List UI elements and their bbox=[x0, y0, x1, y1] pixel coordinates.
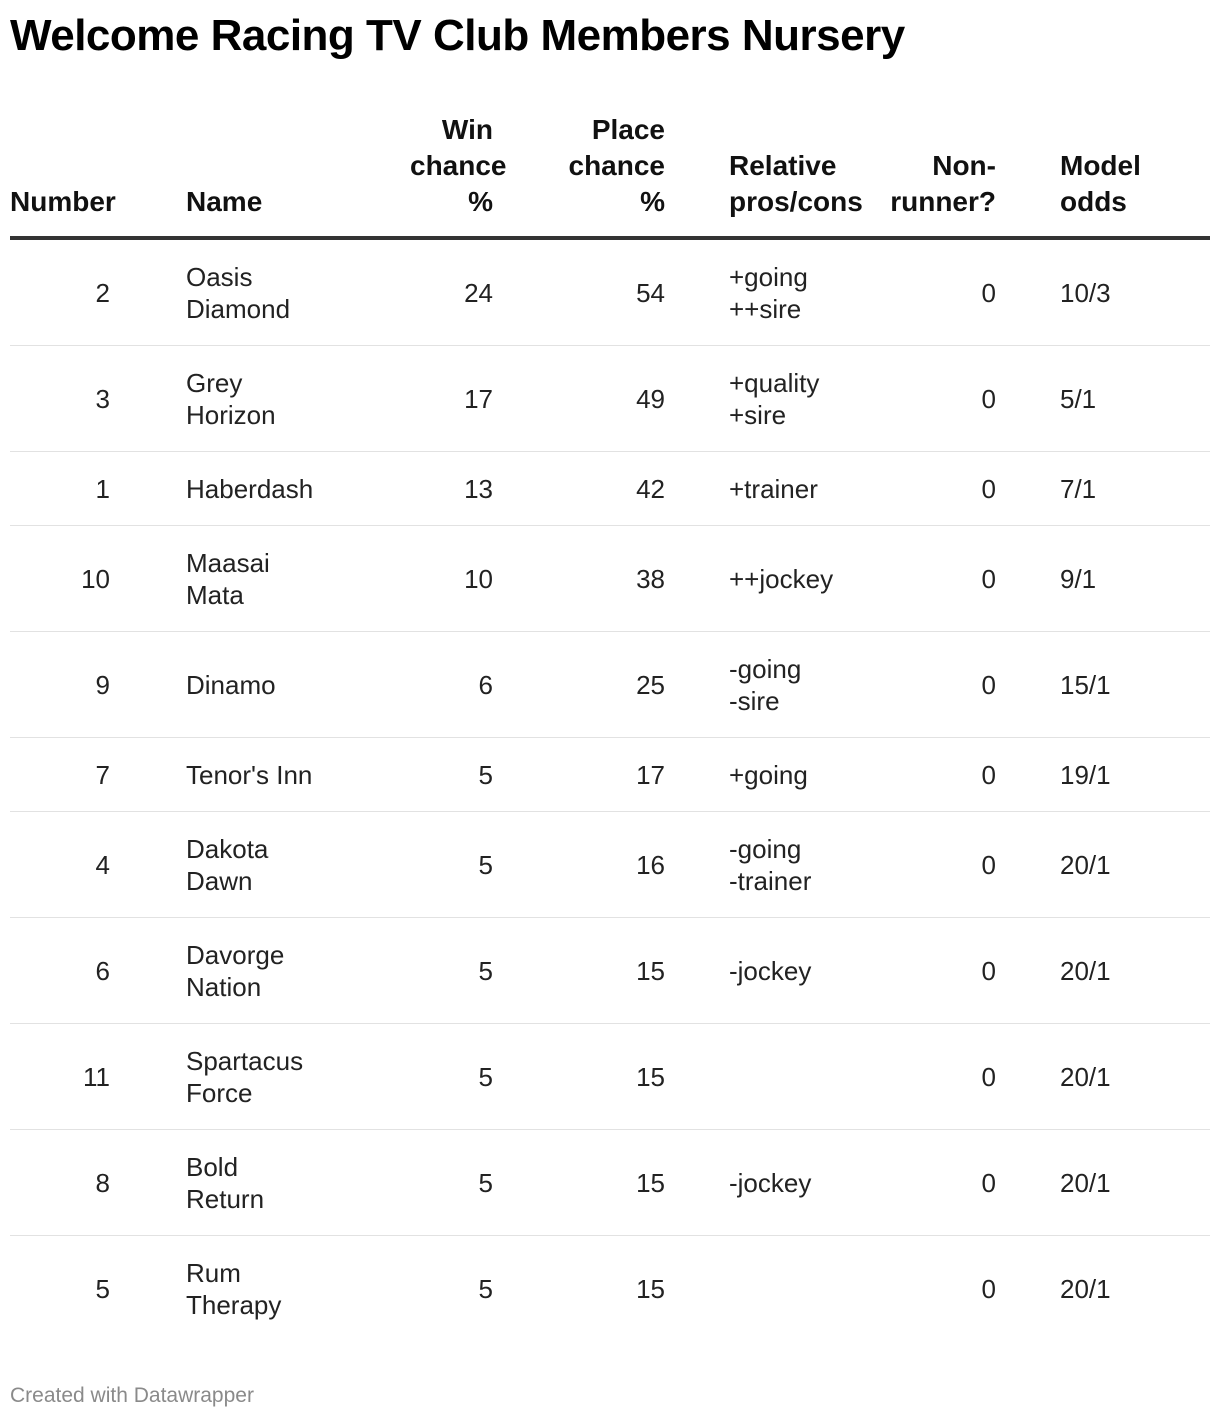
cell-place-chance: 42 bbox=[493, 452, 665, 526]
cell-place-chance: 15 bbox=[636, 1273, 665, 1304]
cell-non-runner: 0 bbox=[877, 1130, 996, 1236]
pros-cons-entry: -sire bbox=[729, 685, 780, 716]
cell-model-odds: 5/1 bbox=[996, 346, 1210, 452]
cell-win-chance: 24 bbox=[350, 238, 493, 346]
cell-name: Oasis Diamond bbox=[120, 238, 350, 346]
cell-number: 10 bbox=[10, 526, 120, 632]
cell-win-chance: 6 bbox=[350, 632, 493, 738]
table-body bbox=[10, 238, 1210, 1341]
table-row bbox=[10, 918, 1210, 1024]
pros-cons-entry: +quality bbox=[729, 367, 820, 398]
cell-number: 6 bbox=[10, 918, 120, 1024]
cell-win-chance: 10 bbox=[350, 526, 493, 632]
cell-number: 4 bbox=[10, 812, 120, 918]
cell-non-runner: 0 bbox=[877, 918, 996, 1024]
cell-model-odds: 9/1 bbox=[996, 526, 1210, 632]
cell-pros-cons bbox=[665, 738, 877, 812]
cell-model-odds: 20/1 bbox=[996, 812, 1210, 918]
pros-cons-entry: -going bbox=[729, 653, 802, 684]
table-row bbox=[10, 812, 1210, 918]
cell-pros-cons bbox=[665, 918, 877, 1024]
cell-non-runner: 0 bbox=[877, 452, 996, 526]
cell-name: Spartacus Force bbox=[120, 1024, 350, 1130]
column-header-number[interactable]: Number bbox=[10, 112, 120, 238]
cell-win-chance: 5 bbox=[478, 1273, 493, 1304]
table-row bbox=[10, 526, 1210, 632]
cell-place-chance: 15 bbox=[493, 1024, 665, 1130]
cell-number: 1 bbox=[10, 452, 120, 526]
cell-model-odds: 10/3 bbox=[996, 238, 1210, 346]
table-row bbox=[10, 452, 1210, 526]
cell-pros-cons bbox=[665, 452, 877, 526]
table-row bbox=[10, 1130, 1210, 1236]
pros-cons-entry: ++sire bbox=[729, 293, 802, 324]
column-header-name[interactable]: Name bbox=[120, 112, 350, 238]
cell-name: Bold Return bbox=[120, 1130, 350, 1236]
table-row bbox=[10, 738, 1210, 812]
cell-pros-cons bbox=[665, 526, 877, 632]
cell-pros-cons bbox=[665, 1024, 877, 1130]
cell-place-chance: 49 bbox=[493, 346, 665, 452]
cell-non-runner: 0 bbox=[877, 526, 996, 632]
cell-name: Rum Therapy bbox=[186, 1257, 282, 1320]
cell-win-chance: 5 bbox=[350, 1024, 493, 1130]
cell-model-odds: 7/1 bbox=[996, 452, 1210, 526]
cell-number: 2 bbox=[10, 238, 120, 346]
table-row bbox=[10, 1024, 1210, 1130]
cell-pros-cons bbox=[665, 238, 877, 346]
cell-non-runner: 0 bbox=[981, 1273, 996, 1304]
cell-name: Haberdash bbox=[120, 452, 350, 526]
cell-model-odds: 20/1 bbox=[996, 918, 1210, 1024]
cell-name: Dinamo bbox=[120, 632, 350, 738]
column-header-place-chance[interactable]: Place chance % bbox=[493, 112, 665, 238]
cell-non-runner: 0 bbox=[877, 238, 996, 346]
attribution-footer: Created with Datawrapper bbox=[10, 1384, 254, 1407]
pros-cons-entry: +sire bbox=[729, 399, 787, 430]
column-header-non-runner[interactable]: Non-runner? bbox=[877, 112, 996, 238]
cell-place-chance: 54 bbox=[493, 238, 665, 346]
pros-cons-entry: -going bbox=[729, 833, 802, 864]
cell-number: 5 bbox=[95, 1273, 110, 1304]
cell-win-chance: 5 bbox=[350, 738, 493, 812]
cell-non-runner: 0 bbox=[877, 738, 996, 812]
table-row bbox=[10, 238, 1210, 346]
pros-cons-entry: -jockey bbox=[729, 955, 812, 986]
cell-place-chance: 17 bbox=[493, 738, 665, 812]
cell-pros-cons bbox=[665, 346, 877, 452]
cell-pros-cons bbox=[665, 1130, 877, 1236]
cell-name: Tenor's Inn bbox=[120, 738, 350, 812]
column-header-win-chance[interactable]: Win chance % bbox=[350, 112, 493, 238]
table-row bbox=[10, 346, 1210, 452]
cell-non-runner: 0 bbox=[877, 632, 996, 738]
cell-pros-cons bbox=[665, 812, 877, 918]
cell-place-chance: 15 bbox=[493, 918, 665, 1024]
cell-pros-cons bbox=[665, 1236, 877, 1342]
cell-win-chance: 5 bbox=[350, 812, 493, 918]
pros-cons-entry: -trainer bbox=[729, 865, 812, 896]
cell-non-runner: 0 bbox=[877, 1024, 996, 1130]
cell-win-chance: 5 bbox=[350, 1130, 493, 1236]
column-header-model-odds[interactable]: Model odds bbox=[996, 112, 1210, 238]
cell-win-chance: 17 bbox=[350, 346, 493, 452]
cell-model-odds: 20/1 bbox=[996, 1130, 1210, 1236]
pros-cons-entry: +going bbox=[729, 261, 808, 292]
pros-cons-entry: ++jockey bbox=[729, 563, 834, 594]
pros-cons-entry: +going bbox=[729, 759, 808, 790]
table-row bbox=[10, 1236, 1210, 1342]
column-header-pros-cons[interactable]: Relative pros/cons bbox=[665, 112, 877, 238]
cell-number: 8 bbox=[10, 1130, 120, 1236]
cell-number: 9 bbox=[10, 632, 120, 738]
cell-name: Grey Horizon bbox=[120, 346, 350, 452]
cell-model-odds: 19/1 bbox=[996, 738, 1210, 812]
cell-place-chance: 15 bbox=[493, 1130, 665, 1236]
cell-win-chance: 5 bbox=[350, 918, 493, 1024]
cell-win-chance: 13 bbox=[350, 452, 493, 526]
cell-name: Davorge Nation bbox=[120, 918, 350, 1024]
pros-cons-entry: +trainer bbox=[729, 473, 818, 504]
cell-name: Dakota Dawn bbox=[120, 812, 350, 918]
cell-place-chance: 16 bbox=[493, 812, 665, 918]
cell-name: Maasai Mata bbox=[120, 526, 350, 632]
cell-place-chance: 38 bbox=[493, 526, 665, 632]
cell-model-odds: 15/1 bbox=[996, 632, 1210, 738]
header-row bbox=[10, 112, 1210, 238]
cell-non-runner: 0 bbox=[877, 812, 996, 918]
cell-number: 3 bbox=[10, 346, 120, 452]
cell-number: 7 bbox=[10, 738, 120, 812]
runners-table bbox=[10, 112, 1210, 1341]
cell-model-odds: 20/1 bbox=[1060, 1273, 1111, 1304]
cell-model-odds: 20/1 bbox=[996, 1024, 1210, 1130]
cell-place-chance: 25 bbox=[493, 632, 665, 738]
cell-non-runner: 0 bbox=[877, 346, 996, 452]
table-row bbox=[10, 632, 1210, 738]
cell-pros-cons bbox=[665, 632, 877, 738]
pros-cons-entry: -jockey bbox=[729, 1167, 812, 1198]
cell-number: 11 bbox=[10, 1024, 120, 1130]
page-title: Welcome Racing TV Club Members Nursery bbox=[10, 11, 905, 60]
